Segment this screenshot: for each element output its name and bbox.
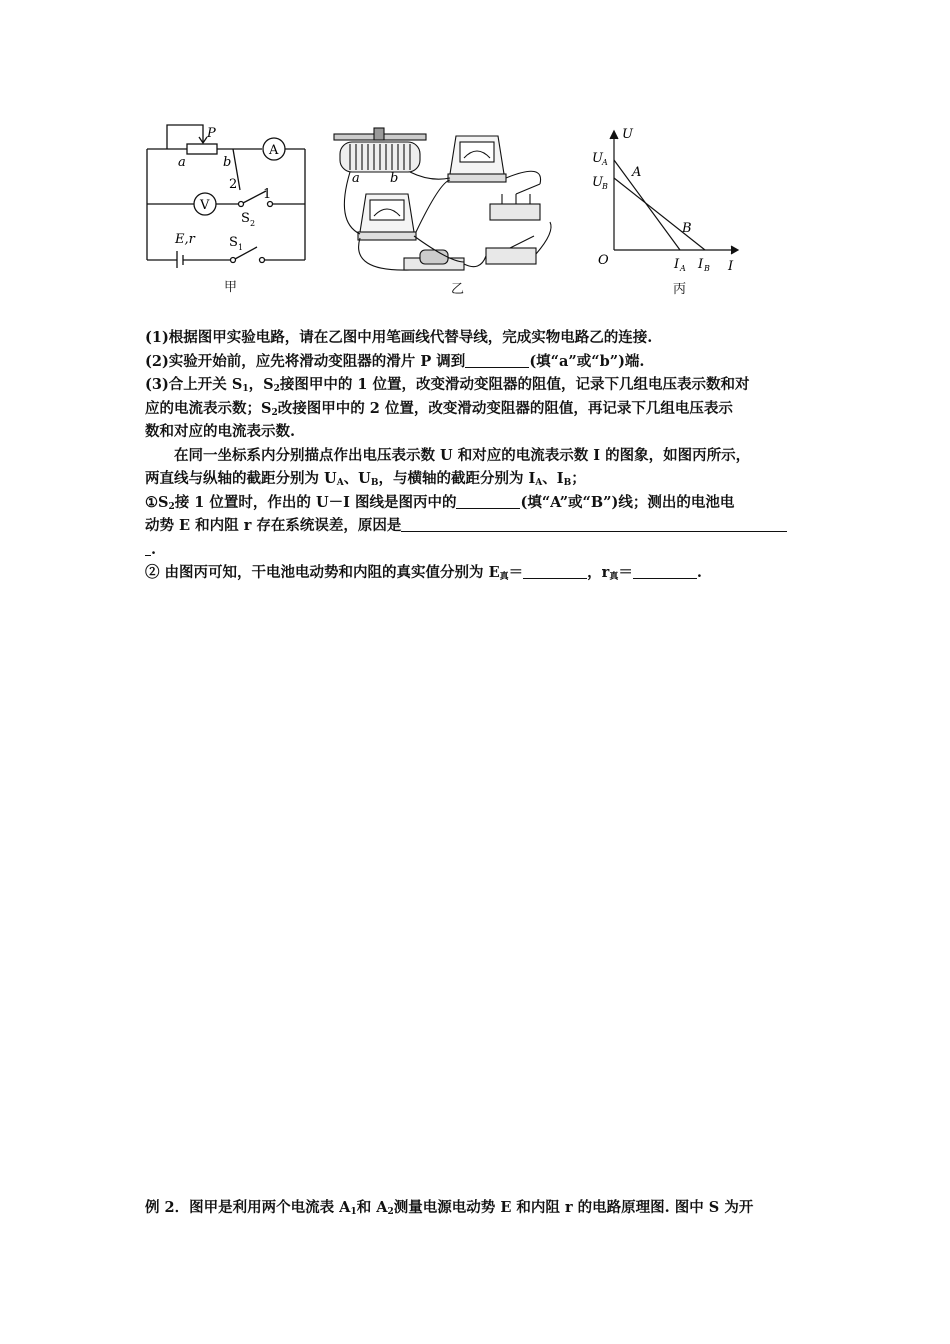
circuit-jia-svg <box>140 118 315 268</box>
sub-question-1-line-2: 动势 E 和内阻 r 存在系统误差，原因是 <box>145 514 815 538</box>
label-p: P <box>207 126 216 141</box>
sub-question-2: ② 由图丙可知，干电池电动势和内阻的真实值分别为 $E_真=$ ，$r_真=$ . <box>145 564 702 582</box>
ub-label: U <box>592 175 603 190</box>
label-a: a <box>352 171 360 186</box>
answer-blank-r-true[interactable] <box>633 564 697 579</box>
ub-sub: B <box>602 182 608 191</box>
ui-graph-bing <box>588 126 748 276</box>
ua-label: U <box>592 151 603 166</box>
answer-blank-line[interactable] <box>456 494 520 509</box>
line-a-label: A <box>632 165 642 180</box>
paragraph-line-1: 在同一坐标系内分别描点作出电压表示数 U 和对应的电流表示数 I 的图象，如图丙所示， <box>174 446 751 464</box>
question-3-line-2: 应的电流表示数；$S_2$改接图甲中的 2 位置，改变滑动变阻器的阻值，再记录下几组电压表示 <box>145 399 733 418</box>
apparatus-yi-svg <box>330 122 570 277</box>
answer-blank-q2[interactable] <box>465 353 529 368</box>
label-b: b <box>390 171 399 186</box>
caption-jia: 甲 <box>224 280 238 295</box>
voltmeter-label: V <box>200 198 210 213</box>
label-terminal-2: 2 <box>229 177 238 192</box>
ammeter-label: A <box>269 143 279 158</box>
origin-label: O <box>598 253 609 268</box>
question-2: (2)实验开始前，应先将滑动变阻器的滑片 P 调到 (填“a”或“b”)端. <box>145 352 645 370</box>
ua-sub: A <box>602 158 608 167</box>
caption-yi: 乙 <box>451 282 465 297</box>
paragraph-line-2: 两直线与纵轴的截距分别为 $U_A$、$U_B$，与横轴的截距分别为 $I_A$、$I_B$； <box>145 470 586 488</box>
caption-bing: 丙 <box>673 282 687 297</box>
answer-blank-e-true[interactable] <box>523 564 587 579</box>
circuit-diagram-jia <box>140 118 315 268</box>
line-b-label: B <box>682 221 692 236</box>
label-s2: S <box>241 211 250 226</box>
sub-question-1-line-1: $①S_2$接 1 位置时，作出的 U－I 图线是图丙中的 (填“A”或“B”)线；测出的电池电 <box>145 493 735 512</box>
label-a: a <box>178 155 186 170</box>
question-3-line-1: (3)合上开关 $S_1$，$S_2$接图甲中的 1 位置，改变滑动变阻器的阻值，记录下几组电压表示数和对 <box>145 376 750 394</box>
label-er: E,r <box>175 232 195 247</box>
label-s2-sub: 2 <box>250 219 256 228</box>
line-b <box>614 178 705 250</box>
question-1: (1)根据图甲实验电路，请在乙图中用笔画线代替导线，完成实物电路乙的连接. <box>145 329 653 346</box>
example-2-text: 例 2．图甲是利用两个电流表 $A_1$和 $A_2$测量电源电动势 E 和内阻 r 的电路原理图. 图中 S 为开 <box>145 1199 754 1217</box>
apparatus-figure-yi <box>330 122 570 277</box>
label-s1: S <box>229 235 238 250</box>
ui-graph-svg <box>588 126 748 276</box>
ib-sub: B <box>704 264 710 273</box>
label-terminal-1: 1 <box>263 187 272 202</box>
sub-question-1-line-3: . <box>145 538 815 562</box>
axis-u-label: U <box>622 127 633 142</box>
label-s1-sub: 1 <box>238 243 244 252</box>
ia-label: I <box>674 257 680 272</box>
axis-i-label: I <box>728 259 734 274</box>
question-3-line-3: 数和对应的电流表示数. <box>145 423 296 440</box>
ib-label: I <box>698 257 704 272</box>
question-body <box>145 326 815 585</box>
answer-blank-reason[interactable] <box>401 517 787 532</box>
ia-sub: A <box>680 264 686 273</box>
label-b: b <box>223 155 232 170</box>
line-a <box>614 160 680 250</box>
